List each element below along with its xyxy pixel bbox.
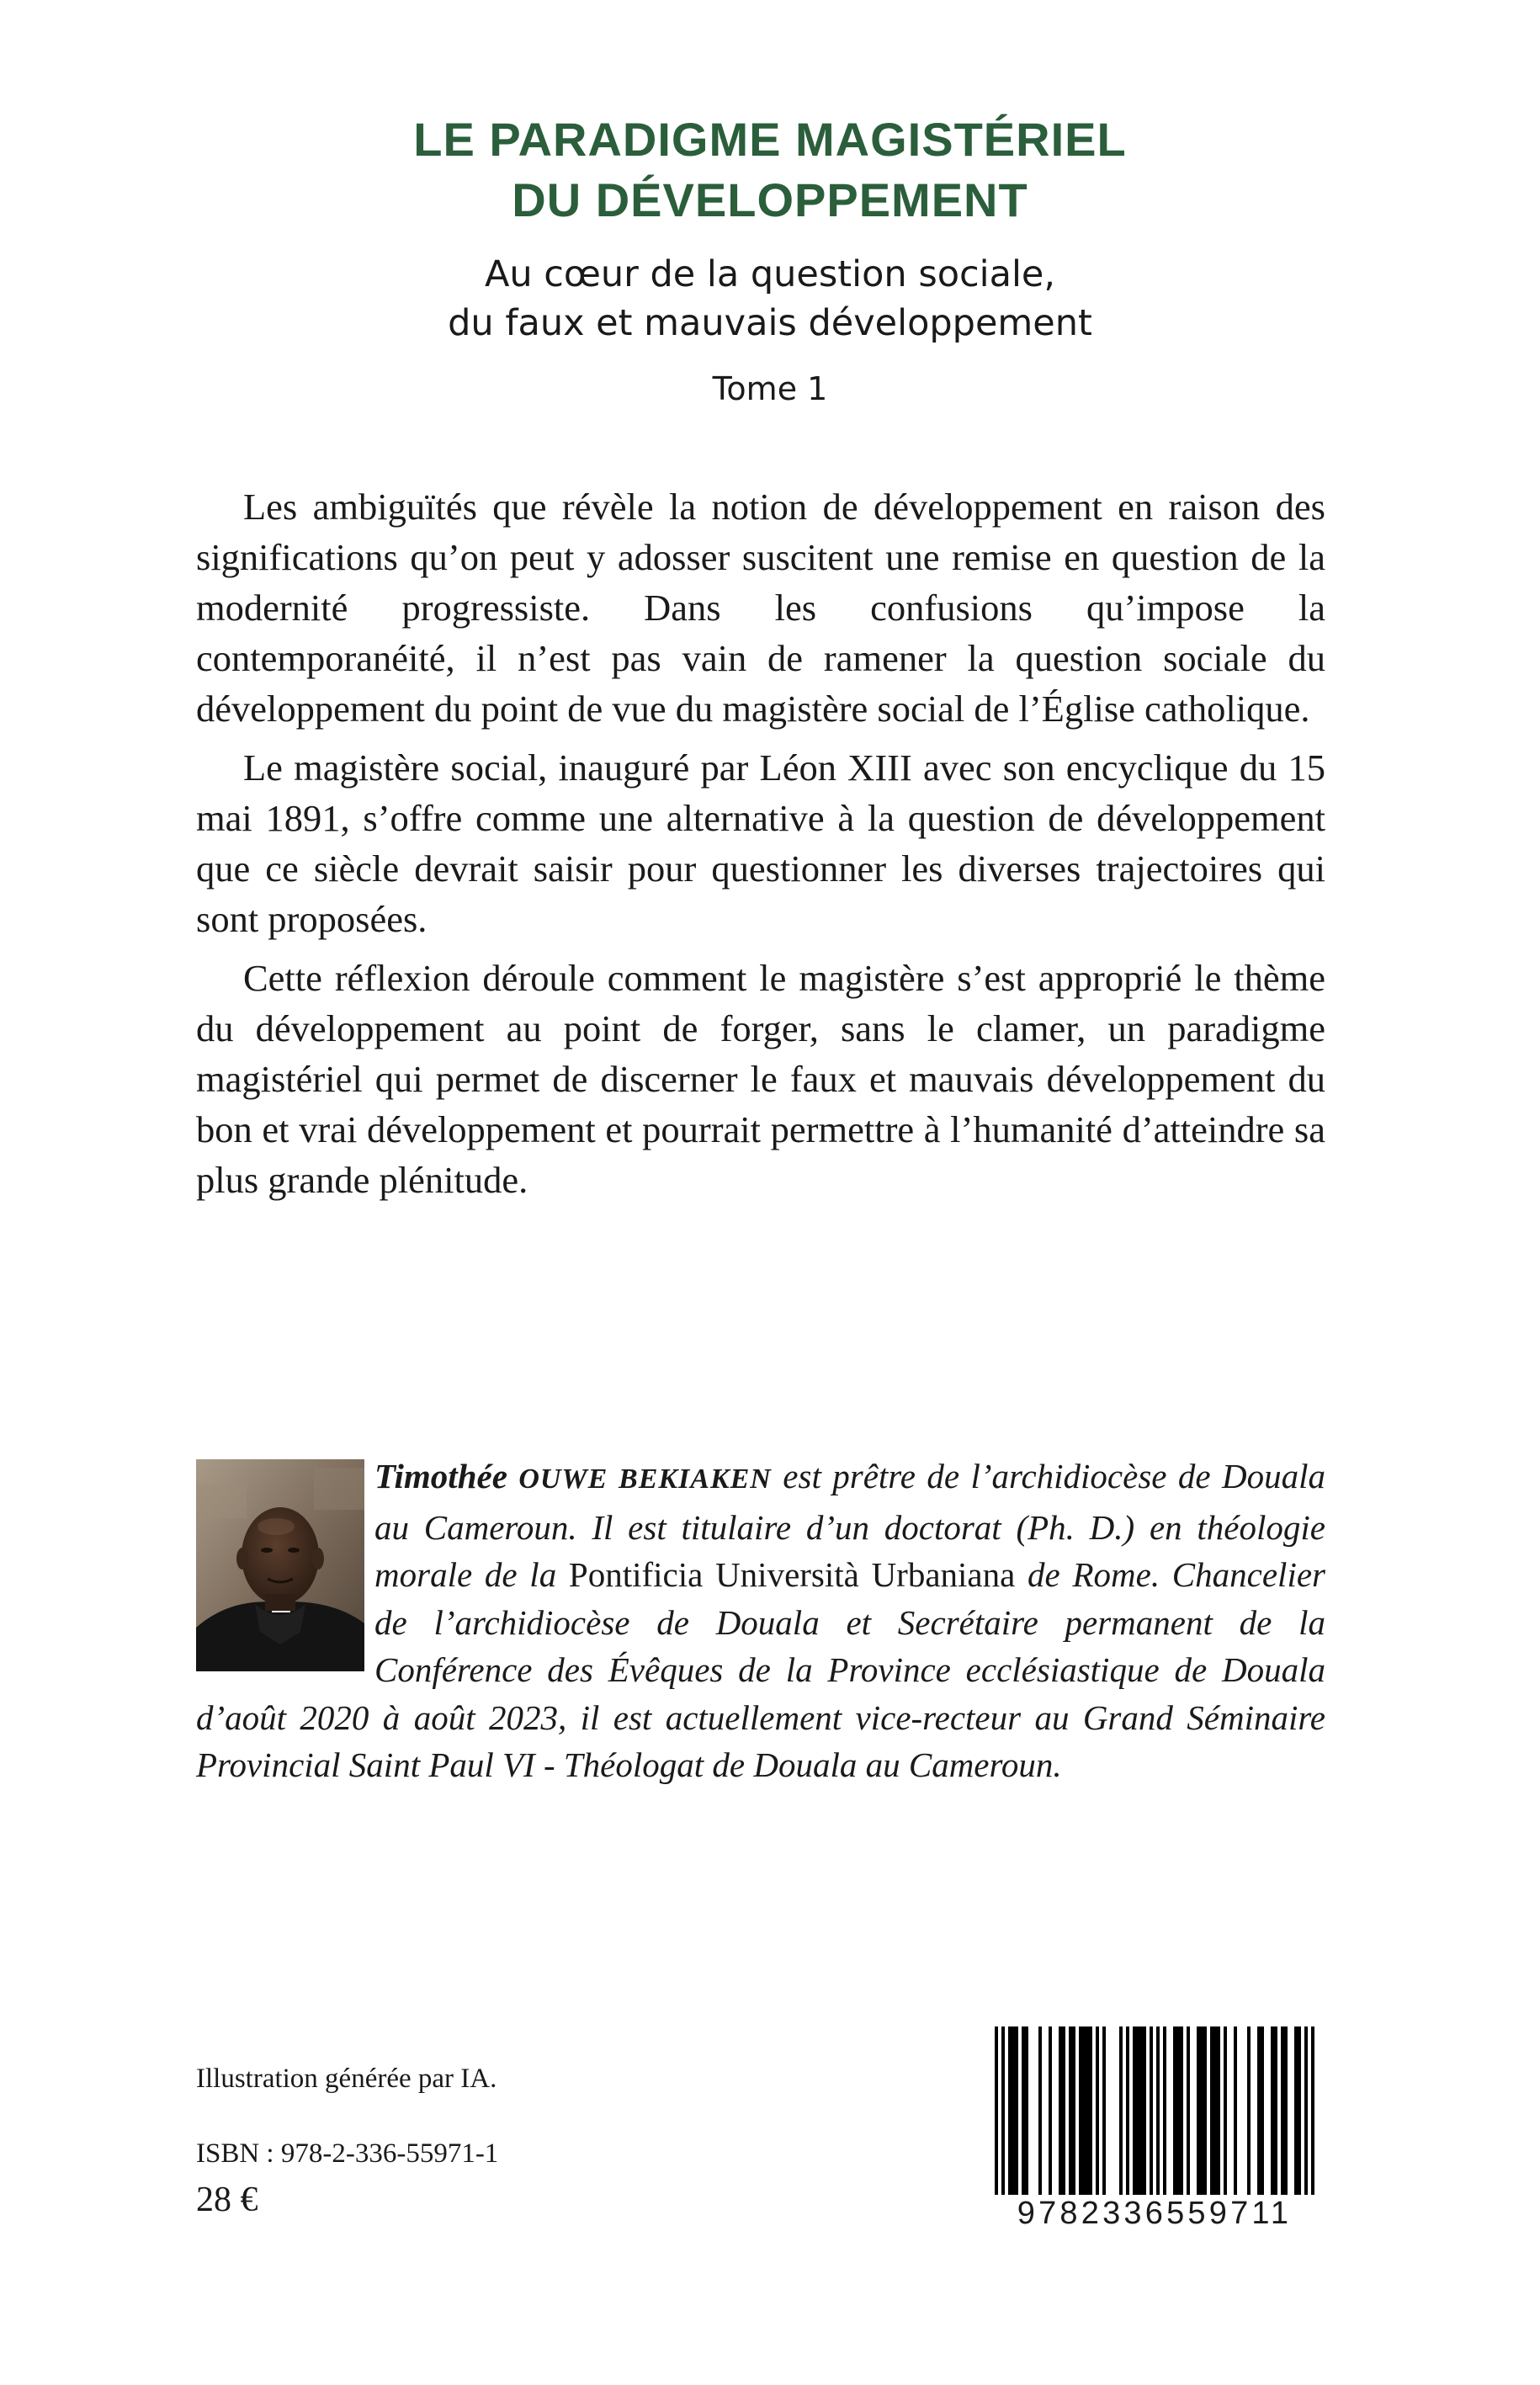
barcode-bar [1311, 2026, 1314, 2195]
barcode-bar [1062, 2026, 1065, 2195]
bio-text-part-1: est prêtre de l’archidiocèse de Douala au Cameroun. Il est titulaire d’un doctorat (Ph. D.) en théologie morale de la [374, 1457, 1326, 1594]
isbn-text: ISBN : 978-2-336-55971-1 [196, 2138, 499, 2169]
barcode-bar [1163, 2026, 1166, 2195]
author-bio [196, 1453, 1325, 1789]
barcode-bar [1015, 2026, 1018, 2195]
summary-text [196, 481, 1325, 1214]
bio-text-part-2: de Rome. Chancelier de l’archidiocèse de Douala et Secrétaire permanent de la Conférence des Évêques de la Province ecclésiastique de Douala d’août 2020 à août 2023, il est actuellement vice-recteur au Grand Séminaire Provincial Saint Paul VI - Théologat de Douala au Cameroun. [196, 1555, 1325, 1784]
barcode-bar [1274, 2026, 1277, 2195]
barcode-bar [1180, 2026, 1183, 2195]
barcode-bar [1072, 2026, 1075, 2195]
barcode-bar [1247, 2026, 1251, 2195]
barcode-bar [1304, 2026, 1308, 2195]
author-surname: OUWE BEKIAKEN [518, 1463, 772, 1495]
barcode-bar [1298, 2026, 1301, 2195]
barcode-bar [1025, 2026, 1028, 2195]
barcode-bar [1038, 2026, 1042, 2195]
barcode-bar [995, 2026, 998, 2195]
barcode-bar [1086, 2026, 1089, 2195]
barcode-bar [1089, 2026, 1092, 2195]
barcode-bar [1059, 2026, 1062, 2195]
barcode-bar [1271, 2026, 1274, 2195]
barcode-bar [1079, 2026, 1082, 2195]
price-text: 28 € [196, 2180, 258, 2219]
book-title [0, 109, 1540, 231]
barcode-bar [1119, 2026, 1123, 2195]
barcode-bars [981, 2026, 1328, 2195]
tome-label: Tome 1 [712, 370, 828, 407]
subtitle-line-1: Au cœur de la question sociale, [484, 253, 1056, 295]
barcode-bar [1173, 2026, 1176, 2195]
summary-paragraph-2: Le magistère social, inauguré par Léon XIII avec son encyclique du 15 mai 1891, s’offre comme une alternative à la question de développement que ce siècle devrait saisir pour questionner les diverses trajectoires qui sont proposées. [196, 746, 1325, 940]
summary-paragraph-1: Les ambiguïtés que révèle la notion de développement en raison des significations qu’on peut y adosser suscitent une remise en question de la modernité progressiste. Dans les confusions qu’impose la contemporanéité, il n’est pas vain de ramener la question sociale du développement du point de vue du magistère social de l’Église catholique. [196, 486, 1325, 730]
barcode-bar [1069, 2026, 1072, 2195]
barcode-bar [1197, 2026, 1200, 2195]
barcode-bar [1224, 2026, 1227, 2195]
barcode-digits: 9782336559711 [981, 2195, 1328, 2232]
barcode-bar [1012, 2026, 1015, 2195]
university-name: Pontificia Università Urbaniana [568, 1555, 1016, 1594]
author-first-name: Timothée [374, 1457, 507, 1495]
barcode-bar [1217, 2026, 1220, 2195]
barcode-bar [1203, 2026, 1207, 2195]
author-name [374, 1457, 772, 1495]
barcode-bar [1187, 2026, 1190, 2195]
illustration-note: Illustration générée par IA. [196, 2064, 497, 2094]
barcode-bar [1156, 2026, 1160, 2195]
barcode-bar [1096, 2026, 1099, 2195]
barcode-bar [1200, 2026, 1203, 2195]
barcode-bar [1234, 2026, 1237, 2195]
barcode-bar [1284, 2026, 1288, 2195]
barcode-bar [1126, 2026, 1129, 2195]
summary-paragraph-3: Cette réflexion déroule comment le magistère s’est approprié le thème du développement au point de forger, sans le clamer, un paradigme magistériel qui permet de discerner le faux et mauvais développement du bon et vrai développement et pourrait permettre à l’humanité d’atteindre sa plus grande plénitude. [196, 957, 1325, 1201]
barcode-bar [1102, 2026, 1106, 2195]
barcode-bar [1150, 2026, 1153, 2195]
author-photo [196, 1459, 364, 1671]
barcode-bar [1257, 2026, 1261, 2195]
barcode-bar [1082, 2026, 1086, 2195]
barcode-bar [1213, 2026, 1217, 2195]
barcode-bar [1022, 2026, 1025, 2195]
title-line-1: LE PARADIGME MAGISTÉRIEL [413, 113, 1127, 166]
barcode-bar [1210, 2026, 1213, 2195]
barcode-bar [1133, 2026, 1136, 2195]
barcode-bar [1294, 2026, 1298, 2195]
barcode-bar [1176, 2026, 1180, 2195]
barcode-bar [1261, 2026, 1264, 2195]
isbn-barcode [981, 2026, 1328, 2232]
title-line-2: DU DÉVELOPPEMENT [512, 173, 1028, 226]
book-subtitle [0, 250, 1540, 348]
barcode-bar [1143, 2026, 1146, 2195]
barcode-bar [1008, 2026, 1012, 2195]
barcode-bar [1001, 2026, 1005, 2195]
barcode-bar [1136, 2026, 1139, 2195]
barcode-bar [1049, 2026, 1052, 2195]
subtitle-line-2: du faux et mauvais développement [448, 302, 1092, 344]
barcode-bar [1139, 2026, 1143, 2195]
barcode-bar [1281, 2026, 1284, 2195]
